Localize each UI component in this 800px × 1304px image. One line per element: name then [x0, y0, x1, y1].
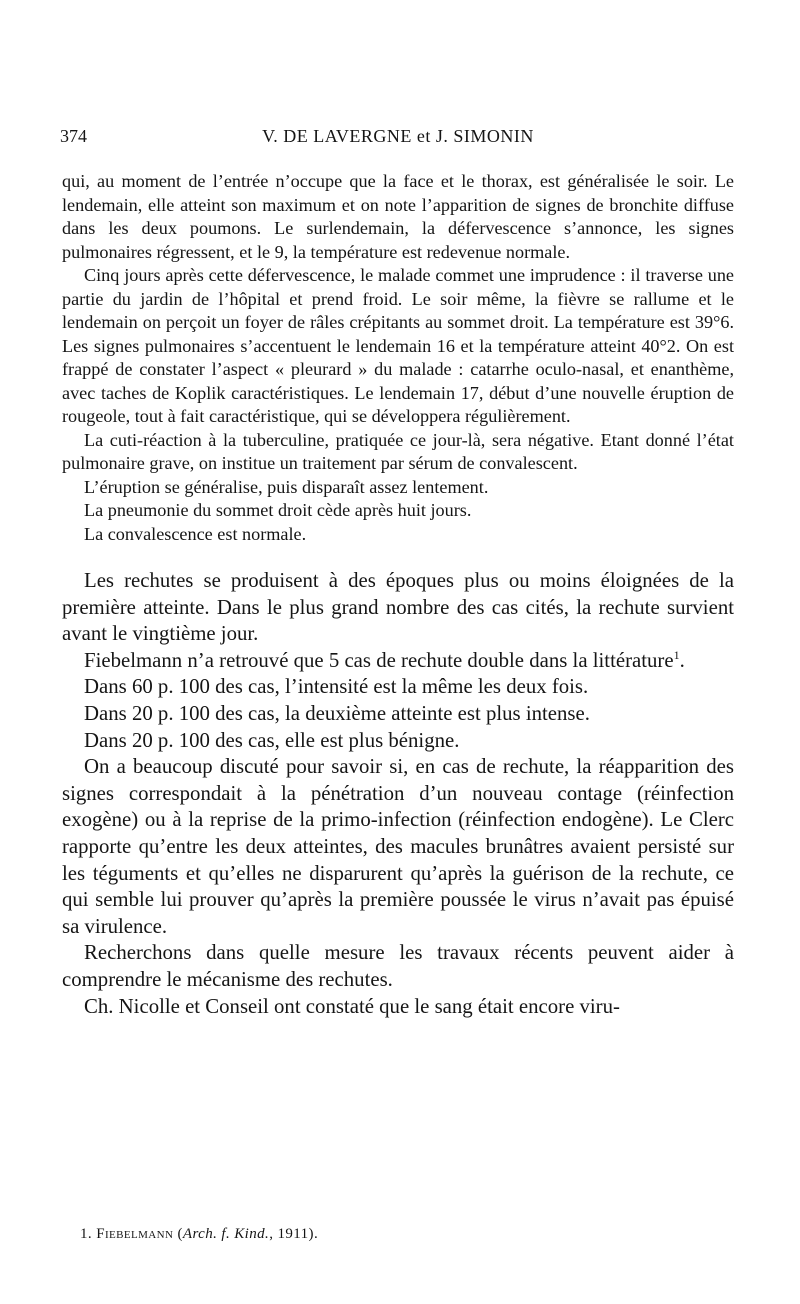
running-head: V. DE LAVERGNE et J. SIMONIN — [262, 126, 534, 146]
case-paragraph: Cinq jours après cette défervescence, le malade commet une imprudence : il traverse une partie du jardin de l’hôpital et prend froid. Le soir même, la fièvre se rallume et le lendemain on perçoit un foyer de râles crépitants au sommet droit. La température est 39°6. Les signes pulmonaires s’accentuent le lendemain 16 et la température atteint 40°2. On est frappé de constater l’aspect « pleurard » du malade : catarrhe oculo-nasal, et enanthème, avec taches de Koplik caractéristiques. Le lendemain 17, début d’une nouvelle éruption de rougeole, tout à fait caractéristique, qui se développera régulièrement. — [62, 265, 734, 426]
body-paragraph: Les rechutes se produisent à des époques plus ou moins éloignées de la première atteinte. Dans le plus grand nombre des cas cités, la rechute survient avant le vingtième jour. — [62, 569, 734, 646]
body-paragraph: Ch. Nicolle et Conseil ont constaté que le sang était encore viru- — [84, 994, 620, 1018]
body-paragraph — [62, 648, 734, 675]
page — [62, 112, 734, 1020]
footnote — [80, 1226, 318, 1243]
case-report — [62, 170, 734, 546]
footnote-open: ( — [177, 1226, 183, 1242]
body-paragraph: On a beaucoup discuté pour savoir si, en cas de rechute, la réapparition des signes correspondait à la pénétration d’un nouveau contage (réinfection exogène) ou à la reprise de la primo-infection (réinfection endogène). Le Clerc rapporte qu’entre les deux atteintes, des macules brunâtres avaient persisté sur les téguments et qu’elles ne disparurent qu’après la guérison de la rechute, ce qui semble lui prouver qu’après la première poussée le virus n’avait pas épuisé sa virulence. — [62, 755, 734, 938]
case-paragraph: La pneumonie du sommet droit cède après huit jours. — [84, 500, 472, 520]
footnote-number: 1. — [80, 1226, 93, 1242]
footnote-author: Fiebelmann — [96, 1226, 174, 1242]
page-header — [62, 112, 734, 152]
main-text — [62, 568, 734, 1020]
body-paragraph: Dans 60 p. 100 des cas, l’intensité est la même les deux fois. — [84, 675, 589, 699]
case-paragraph: La cuti-réaction à la tuberculine, pratiquée ce jour-là, sera négative. Etant donné l’état pulmonaire grave, on institue un traitement par sérum de convalescent. — [62, 429, 734, 473]
body-text: . — [679, 648, 685, 672]
page-number: 374 — [60, 126, 87, 146]
body-paragraph: Recherchons dans quelle mesure les travaux récents peuvent aider à comprendre le mécanisme des rechutes. — [62, 941, 734, 991]
case-paragraph: qui, au moment de l’entrée n’occupe que la face et le thorax, est généralisée le soir. Le lendemain, elle atteint son maximum et on note l’apparition de signes de bronchite diffuse dans les deux poumons. Le surlendemain, la défervescence s’annonce, les signes pulmonaires régressent, et le 9, la température est redevenue normale. — [62, 171, 734, 262]
case-paragraph: L’éruption se généralise, puis disparaît assez lentement. — [84, 476, 489, 497]
body-paragraph: Dans 20 p. 100 des cas, elle est plus bénigne. — [84, 728, 460, 752]
footnote-marker[interactable]: 1 — [673, 647, 680, 662]
footnote-year: , 1911). — [269, 1226, 319, 1242]
footnote-journal: Arch. f. Kind. — [182, 1226, 270, 1242]
body-text: Fiebelmann n’a retrouvé que 5 cas de rechute double dans la littérature — [84, 648, 674, 672]
body-paragraph: Dans 20 p. 100 des cas, la deuxième atteinte est plus intense. — [84, 701, 590, 725]
case-paragraph: La convalescence est normale. — [84, 523, 307, 544]
